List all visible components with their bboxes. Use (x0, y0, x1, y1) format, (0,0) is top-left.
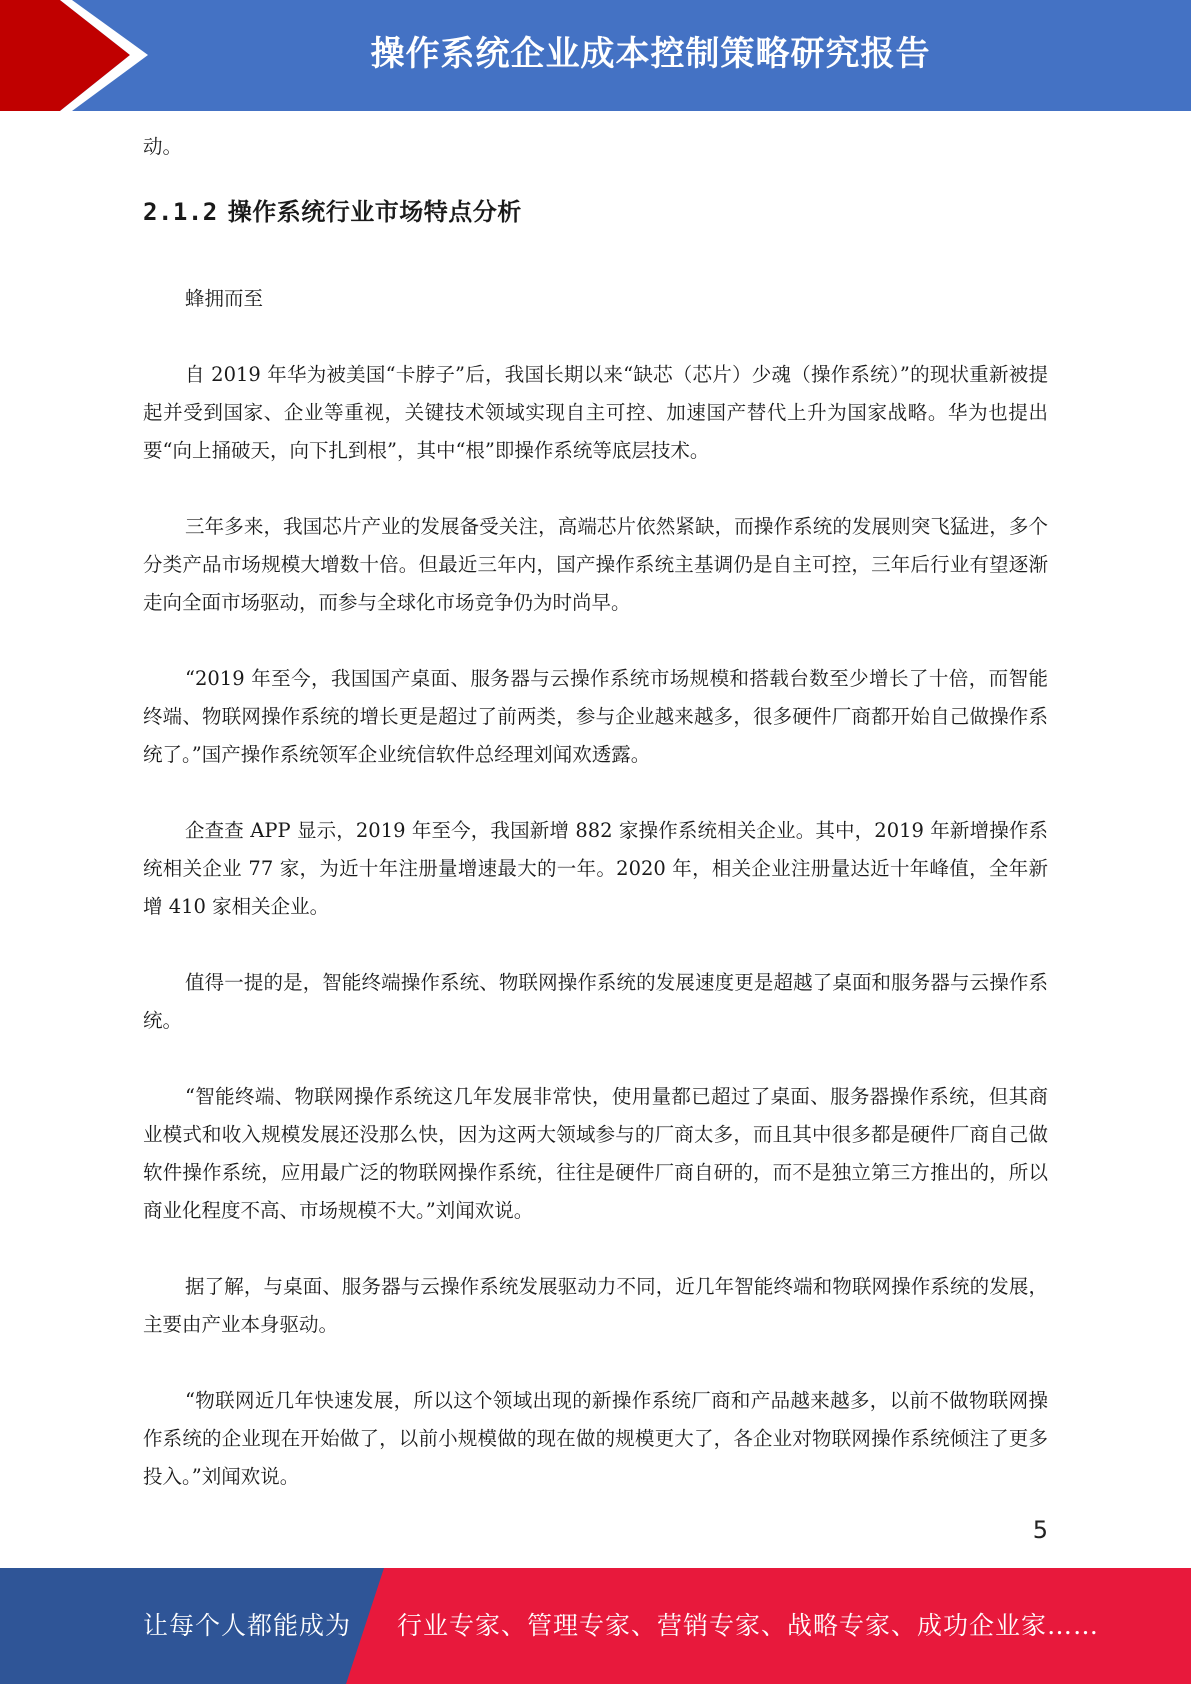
page-content (143, 128, 1048, 1496)
paragraph-5: 值得一提的是，智能终端操作系统、物联网操作系统的发展速度更是超越了桌面和服务器与云操作系统。 (143, 971, 1048, 1032)
paragraph-4: 企查查 APP 显示，2019 年至今，我国新增 882 家操作系统相关企业。其中，2019 年新增操作系统相关企业 77 家，为近十年注册量增速最大的一年。2020 年，相关企业注册量达近十年峰值，全年新增 410 家相关企业。 (143, 819, 1048, 918)
paragraph-6: “智能终端、物联网操作系统这几年发展非常快，使用量都已超过了桌面、服务器操作系统，但其商业模式和收入规模发展还没那么快，因为这两大领域参与的厂商太多，而且其中很多都是硬件厂商自己做软件操作系统，应用最广泛的物联网操作系统，往往是硬件厂商自研的，而不是独立第三方推出的，所以商业化程度不高、市场规模不大。”刘闻欢说。 (143, 1085, 1048, 1222)
section-title: 操作系统行业市场特点分析 (227, 198, 522, 226)
page-number: 5 (1032, 1516, 1048, 1544)
section-heading (143, 192, 1048, 232)
continued-text: 动。 (143, 135, 183, 158)
footer-banner (0, 1568, 1191, 1684)
footer-slogan-left: 让每个人都能成为 (143, 1611, 352, 1640)
section-number: 2.1.2 (143, 198, 218, 226)
header-arrow-icon (0, 0, 160, 111)
paragraph-7: 据了解，与桌面、服务器与云操作系统发展驱动力不同，近几年智能终端和物联网操作系统的发展，主要由产业本身驱动。 (143, 1275, 1048, 1336)
paragraph-1: 自 2019 年华为被美国“卡脖子”后，我国长期以来“缺芯（芯片）少魂（操作系统）”的现状重新被提起并受到国家、企业等重视，关键技术领域实现自主可控、加速国产替代上升为国家战略。华为也提出要“向上捅破天，向下扎到根”，其中“根”即操作系统等底层技术。 (143, 363, 1048, 462)
footer-slogan-right: 行业专家、管理专家、营销专家、战略专家、成功企业家…… (397, 1611, 1100, 1640)
paragraph-8: “物联网近几年快速发展，所以这个领域出现的新操作系统厂商和产品越来越多，以前不做物联网操作系统的企业现在开始做了，以前小规模做的现在做的规模更大了，各企业对物联网操作系统倾注了更多投入。”刘闻欢说。 (143, 1389, 1048, 1488)
header-banner (0, 0, 1191, 111)
subheading: 蜂拥而至 (185, 287, 264, 310)
paragraph-2: 三年多来，我国芯片产业的发展备受关注，高端芯片依然紧缺，而操作系统的发展则突飞猛进，多个分类产品市场规模大增数十倍。但最近三年内，国产操作系统主基调仍是自主可控，三年后行业有望逐渐走向全面市场驱动，而参与全球化市场竞争仍为时尚早。 (143, 515, 1048, 614)
paragraph-3: “2019 年至今，我国国产桌面、服务器与云操作系统市场规模和搭载台数至少增长了十倍，而智能终端、物联网操作系统的增长更是超过了前两类，参与企业越来越多，很多硬件厂商都开始自己做操作系统了。”国产操作系统领军企业统信软件总经理刘闻欢透露。 (143, 667, 1048, 766)
document-title: 操作系统企业成本控制策略研究报告 (370, 34, 931, 74)
